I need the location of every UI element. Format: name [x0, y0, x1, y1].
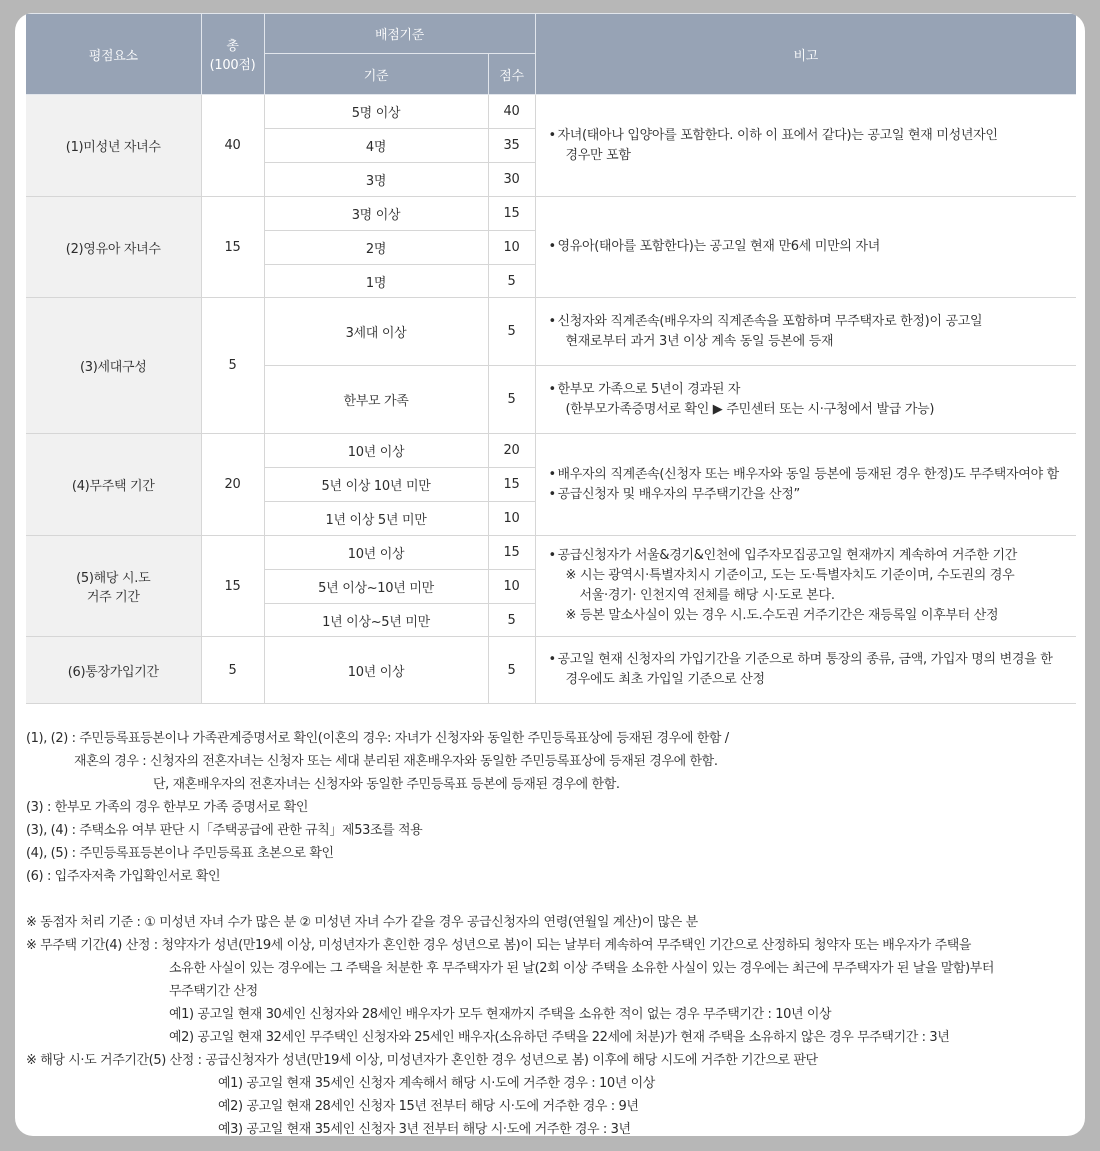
score-cell: 15 [488, 536, 535, 570]
score-cell: 15 [488, 468, 535, 502]
footnote-line: (1), (2) : 주민등록표등본이나 가족관계증명서로 확인(이혼의 경우: 자녀가 신청자와 동일한 주민등록표상에 등재된 경우에 한함 / [26, 731, 729, 746]
table-row [26, 298, 1076, 366]
header-remarks: 비고 [535, 14, 1076, 95]
score-cell: 5 [488, 265, 535, 298]
standard-cell: 10년 이상 [264, 434, 488, 468]
header-criteria: 평점요소 [26, 14, 201, 95]
footnote-line: ※ 동점자 처리 기준 : ① 미성년 자녀 수가 많은 분 ② 미성년 자녀 수가 같을 경우 공급신청자의 연령(연월일 계산)이 많은 분 [26, 915, 698, 930]
standard-cell: 1년 이상 5년 미만 [264, 502, 488, 536]
table-row [26, 95, 1076, 129]
header-allocation: 배점기준 [264, 14, 535, 54]
total-cell: 5 [201, 298, 264, 434]
remark-cell: • 자녀(태아나 입양아를 포함한다. 이하 이 표에서 같다)는 공고일 현재 미성년자인 경우만 포함 [535, 95, 1076, 197]
footnote-line: 무주택기간 산정 [169, 984, 258, 999]
category-cell: (3)세대구성 [26, 298, 201, 434]
footnote-line: 예1) 공고일 현재 30세인 신청자와 28세인 배우자가 모두 현재까지 주택을 소유한 적이 없는 경우 무주택기간 : 10년 이상 [169, 1007, 832, 1022]
footnote-line: ※ 무주택 기간(4) 산정 : 청약자가 성년(만19세 이상, 미성년자가 혼인한 경우 성년으로 봄)이 되는 날부터 계속하여 무주택인 기간으로 산정하되 청약자 또는 배우자가 주택을 [26, 938, 972, 953]
standard-cell: 4명 [264, 129, 488, 163]
header-standard: 기준 [264, 54, 488, 95]
remark-cell: • 배우자의 직계존속(신청자 또는 배우자와 동일 등본에 등재된 경우 한정)도 무주택자여야 함 • 공급신청자 및 배우자의 무주택기간을 산정” [535, 434, 1076, 536]
remark-cell: • 한부모 가족으로 5년이 경과된 자 (한부모가족증명서로 확인 ▶ 주민센터 또는 시·구청에서 발급 가능) [535, 366, 1076, 434]
category-cell: (6)통장가입기간 [26, 637, 201, 704]
remark-cell: • 신청자와 직계존속(배우자의 직계존속을 포함하며 무주택자로 한정)이 공고일 현재로부터 과거 3년 이상 계속 동일 등본에 등재 [535, 298, 1076, 366]
score-cell: 10 [488, 502, 535, 536]
footnote-line: 재혼의 경우 : 신청자의 전혼자녀는 신청자 또는 세대 분리된 재혼배우자와 동일한 주민등록표상에 등재된 경우에 한함. [74, 754, 718, 769]
content-card [15, 13, 1085, 1136]
category-cell: (2)영유아 자녀수 [26, 197, 201, 298]
total-cell: 15 [201, 536, 264, 637]
standard-cell: 5년 이상~10년 미만 [264, 570, 488, 604]
standard-cell: 한부모 가족 [264, 366, 488, 434]
score-cell: 40 [488, 95, 535, 129]
table-row [26, 637, 1076, 704]
score-cell: 10 [488, 231, 535, 265]
total-cell: 5 [201, 637, 264, 704]
footnote-line [26, 888, 1081, 911]
score-cell: 5 [488, 366, 535, 434]
standard-cell: 10년 이상 [264, 536, 488, 570]
category-cell: (1)미성년 자녀수 [26, 95, 201, 197]
total-cell: 40 [201, 95, 264, 197]
header-score: 점수 [488, 54, 535, 95]
footnote-line: (6) : 입주자저축 가입확인서로 확인 [26, 869, 221, 884]
footnote-line: (4), (5) : 주민등록표등본이나 주민등록표 초본으로 확인 [26, 846, 334, 861]
score-cell: 5 [488, 637, 535, 704]
table-row [26, 197, 1076, 231]
header-total: 총 (100점) [201, 14, 264, 95]
standard-cell: 3세대 이상 [264, 298, 488, 366]
remark-cell: • 공급신청자가 서울&경기&인천에 입주자모집공고일 현재까지 계속하여 거주한 기간 ※ 시는 광역시·특별자치시 기준이고, 도는 도·특별자치도 기준이며, 수도권의 경우 서울·경기· 인천지역 전체를 해당 시·도로 본다. ※ 등본 말소사실이 있는 경우 시.도.수도권 거주기간은 재등록일 이후부터 산정 [535, 536, 1076, 637]
footnote-line: ※ 해당 시·도 거주기간(5) 산정 : 공급신청자가 성년(만19세 이상, 미성년자가 혼인한 경우 성년으로 봄) 이후에 해당 시도에 거주한 기간으로 판단 [26, 1053, 818, 1068]
score-cell: 30 [488, 163, 535, 197]
footnote-line: (3) : 한부모 가족의 경우 한부모 가족 증명서로 확인 [26, 800, 309, 815]
footnote-line: 예2) 공고일 현재 32세인 무주택인 신청자와 25세인 배우자(소유하던 주택을 22세에 처분)가 현재 주택을 소유하지 않은 경우 무주택기간 : 3년 [169, 1030, 950, 1045]
footnote-line: (3), (4) : 주택소유 여부 판단 시「주택공급에 관한 규칙」제53조를 적용 [26, 823, 423, 838]
score-cell: 10 [488, 570, 535, 604]
category-cell: (5)해당 시.도 거주 기간 [26, 536, 201, 637]
total-cell: 15 [201, 197, 264, 298]
score-cell: 20 [488, 434, 535, 468]
footnotes [26, 727, 1081, 1136]
standard-cell: 10년 이상 [264, 637, 488, 704]
score-cell: 15 [488, 197, 535, 231]
standard-cell: 5명 이상 [264, 95, 488, 129]
remark-cell: • 영유아(태아를 포함한다)는 공고일 현재 만6세 미만의 자녀 [535, 197, 1076, 298]
category-cell: (4)무주택 기간 [26, 434, 201, 536]
footnote-line: 예1) 공고일 현재 35세인 신청자 계속해서 해당 시·도에 거주한 경우 : 10년 이상 [218, 1076, 655, 1091]
footnote-line: 예2) 공고일 현재 28세인 신청자 15년 전부터 해당 시·도에 거주한 경우 : 9년 [218, 1099, 639, 1114]
score-cell: 5 [488, 604, 535, 637]
standard-cell: 3명 이상 [264, 197, 488, 231]
total-cell: 20 [201, 434, 264, 536]
standard-cell: 5년 이상 10년 미만 [264, 468, 488, 502]
remark-cell: • 공고일 현재 신청자의 가입기간을 기준으로 하며 통장의 종류, 금액, 가입자 명의 변경을 한 경우에도 최초 가입일 기준으로 산정 [535, 637, 1076, 704]
footnote-line: 소유한 사실이 있는 경우에는 그 주택을 처분한 후 무주택자가 된 날(2회 이상 주택을 소유한 사실이 있는 경우에는 최근에 무주택자가 된 날을 말함)부터 [169, 961, 995, 976]
standard-cell: 1년 이상~5년 미만 [264, 604, 488, 637]
standard-cell: 2명 [264, 231, 488, 265]
standard-cell: 3명 [264, 163, 488, 197]
scoring-table [26, 13, 1076, 704]
table-row [26, 536, 1076, 570]
table-row [26, 434, 1076, 468]
standard-cell: 1명 [264, 265, 488, 298]
footnote-line: 예3) 공고일 현재 35세인 신청자 3년 전부터 해당 시·도에 거주한 경우 : 3년 [218, 1122, 631, 1136]
score-cell: 35 [488, 129, 535, 163]
footnote-line: 단, 재혼배우자의 전혼자녀는 신청자와 동일한 주민등록표 등본에 등재된 경우에 한함. [153, 777, 620, 792]
score-cell: 5 [488, 298, 535, 366]
